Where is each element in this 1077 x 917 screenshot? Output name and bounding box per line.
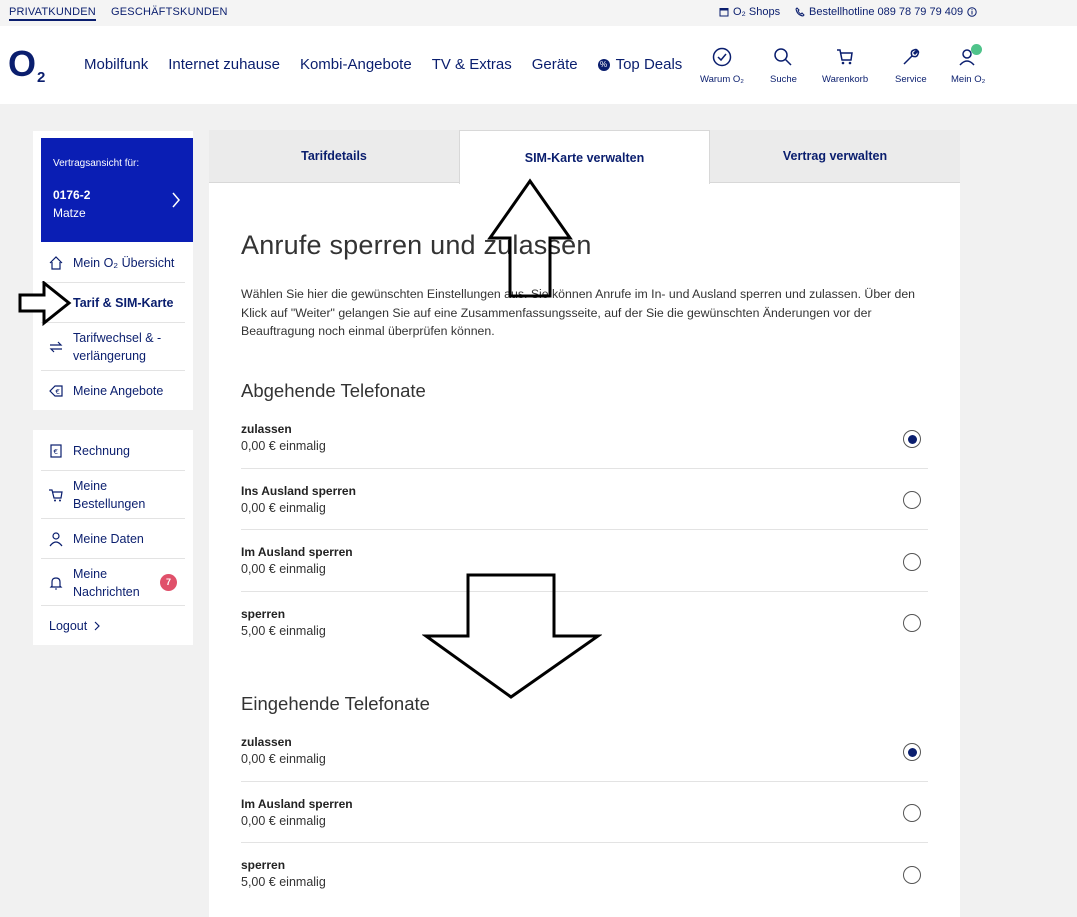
tab-tariff-details[interactable]: Tarifdetails [209,130,459,183]
hotline-link[interactable] [795,6,977,18]
user-icon [957,46,979,68]
contract-name: Matze [53,206,86,220]
user-icon [47,530,65,548]
option-title: Ins Ausland sperren [241,484,356,498]
service-button[interactable] [895,46,927,85]
option-price: 0,00 € einmalig [241,501,326,515]
chevron-right-icon [171,192,181,208]
sidebar-item-tariff-sim-label: Tarif & SIM-Karte [73,296,174,310]
sidebar-item-invoice[interactable] [41,440,185,462]
cart-label: Warenkorb [822,74,869,85]
radio-button[interactable] [903,866,921,884]
annotation-arrow-up-icon [486,178,574,300]
radio-button[interactable] [903,491,921,509]
info-icon[interactable] [967,7,977,17]
radio-button-selected[interactable] [903,430,921,448]
sidebar-divider [41,605,185,606]
sidebar-divider [41,518,185,519]
svg-text:€: € [53,448,58,456]
account-button[interactable] [951,46,985,85]
main-nav [84,56,682,73]
shops-link[interactable] [719,6,780,18]
option-divider [241,781,928,782]
search-button[interactable] [770,46,797,85]
sidebar-item-overview-label: Mein O₂ Übersicht [73,256,175,270]
messages-count-badge: 7 [160,574,177,591]
annotation-arrow-down-icon [422,572,602,700]
contract-label: Vertragsansicht für: [53,158,140,169]
option-title: sperren [241,607,286,621]
contract-number: 0176-2 [53,188,91,202]
cart-icon [834,46,856,68]
option-price: 0,00 € einmalig [241,439,326,453]
option-price: 0,00 € einmalig [241,814,326,828]
option-price: 0,00 € einmalig [241,752,326,766]
sidebar-item-offers-label: Meine Angebote [73,384,164,398]
radio-button[interactable] [903,553,921,571]
account-label: Mein O₂ [951,74,986,85]
invoice-icon [47,442,65,460]
annotation-arrow-right-icon [18,281,72,327]
shops-label: O₂ Shops [733,6,781,18]
nav-tv-extras[interactable]: TV & Extras [431,56,512,73]
page-title: Anrufe sperren und zulassen [241,230,592,260]
service-label: Service [895,74,927,85]
incoming-option-block-when-abroad[interactable] [241,797,928,858]
tab-contract-manage[interactable]: Vertrag verwalten [710,130,960,183]
chevron-right-icon [93,621,101,631]
logout-link[interactable] [49,616,193,636]
sidebar-item-overview[interactable] [41,252,185,274]
radio-button[interactable] [903,804,921,822]
option-price: 5,00 € einmalig [241,624,326,638]
cart-button[interactable] [822,46,868,85]
search-icon [772,46,794,68]
logged-in-check-icon [971,44,982,55]
main-header [0,26,1077,104]
sidebar-item-messages-label: Meine Nachrichten [73,567,140,599]
radio-button-selected[interactable] [903,743,921,761]
why-o2-label: Warum O₂ [700,74,744,85]
home-icon [47,254,65,272]
sidebar-item-tariff-change[interactable] [41,328,185,366]
business-customers-tab[interactable]: GESCHÄFTSKUNDEN [111,6,228,18]
outgoing-calls-heading: Abgehende Telefonate [241,380,426,401]
option-price: 0,00 € einmalig [241,562,326,576]
nav-kombi[interactable]: Kombi-Angebote [299,56,412,73]
cart-icon [47,486,65,504]
nav-geraete[interactable]: Geräte [531,56,578,73]
intro-text: Wählen Sie hier die gewünschten Einstellungen aus. Sie können Anrufe im In- und Ausland sperren und zulassen. Über den Klick auf "Weiter" gelangen Sie auf eine Zusammenfassungsseite, auf der Sie die gewünschten Änderungen vor der Beauftragung noch einmal überprüfen können. [241,287,916,338]
radio-button[interactable] [903,614,921,632]
contract-selector[interactable] [41,138,193,242]
nav-top-deals[interactable] [598,56,683,73]
why-o2-button[interactable] [700,46,744,85]
incoming-option-allow[interactable] [241,735,928,796]
search-label: Suche [770,74,797,85]
check-circle-icon [711,46,733,68]
sidebar-item-my-data-label: Meine Daten [73,532,144,546]
utility-bar [0,0,1077,26]
wrench-icon [900,46,922,68]
sidebar-item-orders-label: Meine Bestellungen [73,479,146,511]
option-title: sperren [241,858,286,872]
swap-arrows-icon [47,338,65,356]
outgoing-option-block-to-abroad[interactable] [241,484,928,545]
incoming-calls-heading: Eingehende Telefonate [241,693,430,714]
outgoing-option-allow[interactable] [241,422,928,483]
option-title: zulassen [241,735,292,749]
sidebar-item-offers[interactable] [41,380,185,402]
phone-icon [795,7,805,17]
option-divider [241,529,928,530]
tab-sim-manage[interactable]: SIM-Karte verwalten [459,130,710,184]
shop-icon [719,7,729,17]
option-title: Im Ausland sperren [241,545,353,559]
incoming-option-block[interactable] [241,858,928,917]
private-customers-tab[interactable]: PRIVATKUNDEN [9,6,96,21]
hotline-label: Bestellhotline 089 78 79 79 409 [809,6,964,18]
o2-logo[interactable]: $O_2$ [8,43,46,86]
euro-tag-icon [47,382,65,400]
option-title: zulassen [241,422,292,436]
nav-top-deals-label: Top Deals [615,56,683,73]
sidebar-divider [41,370,185,371]
svg-text:€: € [55,388,60,396]
nav-internet[interactable]: Internet zuhause [168,56,280,73]
sidebar-item-orders[interactable] [41,476,185,514]
bell-icon [47,574,65,592]
percent-icon: % [598,59,610,71]
sidebar-divider [41,558,185,559]
option-price: 5,00 € einmalig [241,875,326,889]
sidebar-item-invoice-label: Rechnung [73,444,130,458]
sidebar-item-tariff-change-label: Tarifwechsel & -verlängerung [73,331,162,363]
sidebar-divider [41,470,185,471]
option-divider [241,468,928,469]
option-divider [241,842,928,843]
option-title: Im Ausland sperren [241,797,353,811]
nav-mobilfunk[interactable]: Mobilfunk [84,56,149,73]
logout-label: Logout [49,619,88,633]
sidebar-item-my-data[interactable] [41,528,185,550]
